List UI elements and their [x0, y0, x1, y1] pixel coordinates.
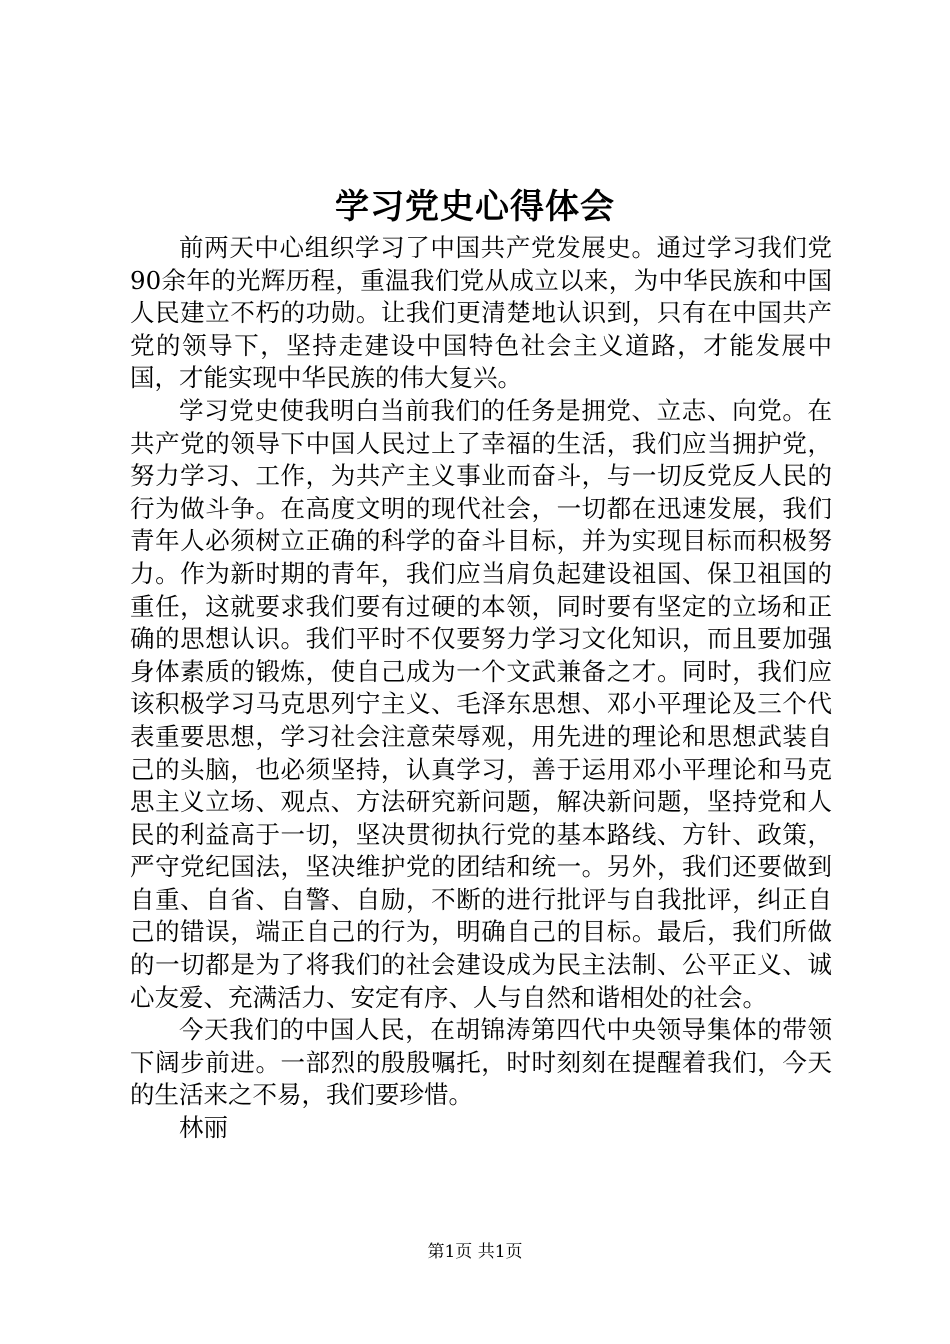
- author-signature: 林丽: [179, 1113, 228, 1143]
- paragraph-3: 今天我们的中国人民，在胡锦涛第四代中央领导集体的带领下阔步前进。一部烈的殷殷嘱托，时时刻刻在提醒着我们，今天的生活来之不易，我们要珍惜。: [130, 1015, 832, 1110]
- document-body: [130, 232, 832, 1145]
- document-title: 学习党史心得体会: [335, 187, 615, 227]
- paragraph-2: 学习党史使我明白当前我们的任务是拥党、立志、向党。在共产党的领导下中国人民过上了幸福的生活，我们应当拥护党，努力学习、工作，为共产主义事业而奋斗，与一切反党反人民的行为做斗争。在高度文明的现代社会，一切都在迅速发展，我们青年人必须树立正确的科学的奋斗目标，并为实现目标而积极努力。作为新时期的青年，我们应当肩负起建设祖国、保卫祖国的重任，这就要求我们要有过硬的本领，同时要有坚定的立场和正确的思想认识。我们平时不仅要努力学习文化知识，而且要加强身体素质的锻炼，使自己成为一个文武兼备之才。同时，我们应该积极学习马克思列宁主义、毛泽东思想、邓小平理论及三个代表重要思想，学习社会注意荣辱观，用先进的理论和思想武装自己的头脑，也必须坚持，认真学习，善于运用邓小平理论和马克思主义立场、观点、方法研究新问题，解决新问题，坚持党和人民的利益高于一切，坚决贯彻执行党的基本路线、方针、政策，严守党纪国法，坚决维护党的团结和统一。另外，我们还要做到自重、自省、自警、自励，不断的进行批评与自我批评，纠正自己的错误，端正自己的行为，明确自己的目标。最后，我们所做的一切都是为了将我们的社会建设成为民主法制、公平正义、诚心友爱、充满活力、安定有序、人与自然和谐相处的社会。: [130, 395, 832, 1012]
- paragraph-1: 前两天中心组织学习了中国共产党发展史。通过学习我们党90余年的光辉历程，重温我们党从成立以来，为中华民族和中国人民建立不朽的功勋。让我们更清楚地认识到，只有在中国共产党的领导下，坚持走建设中国特色社会主义道路，才能发展中国，才能实现中华民族的伟大复兴。: [130, 233, 832, 393]
- page-footer: 第1页 共1页: [427, 1242, 523, 1262]
